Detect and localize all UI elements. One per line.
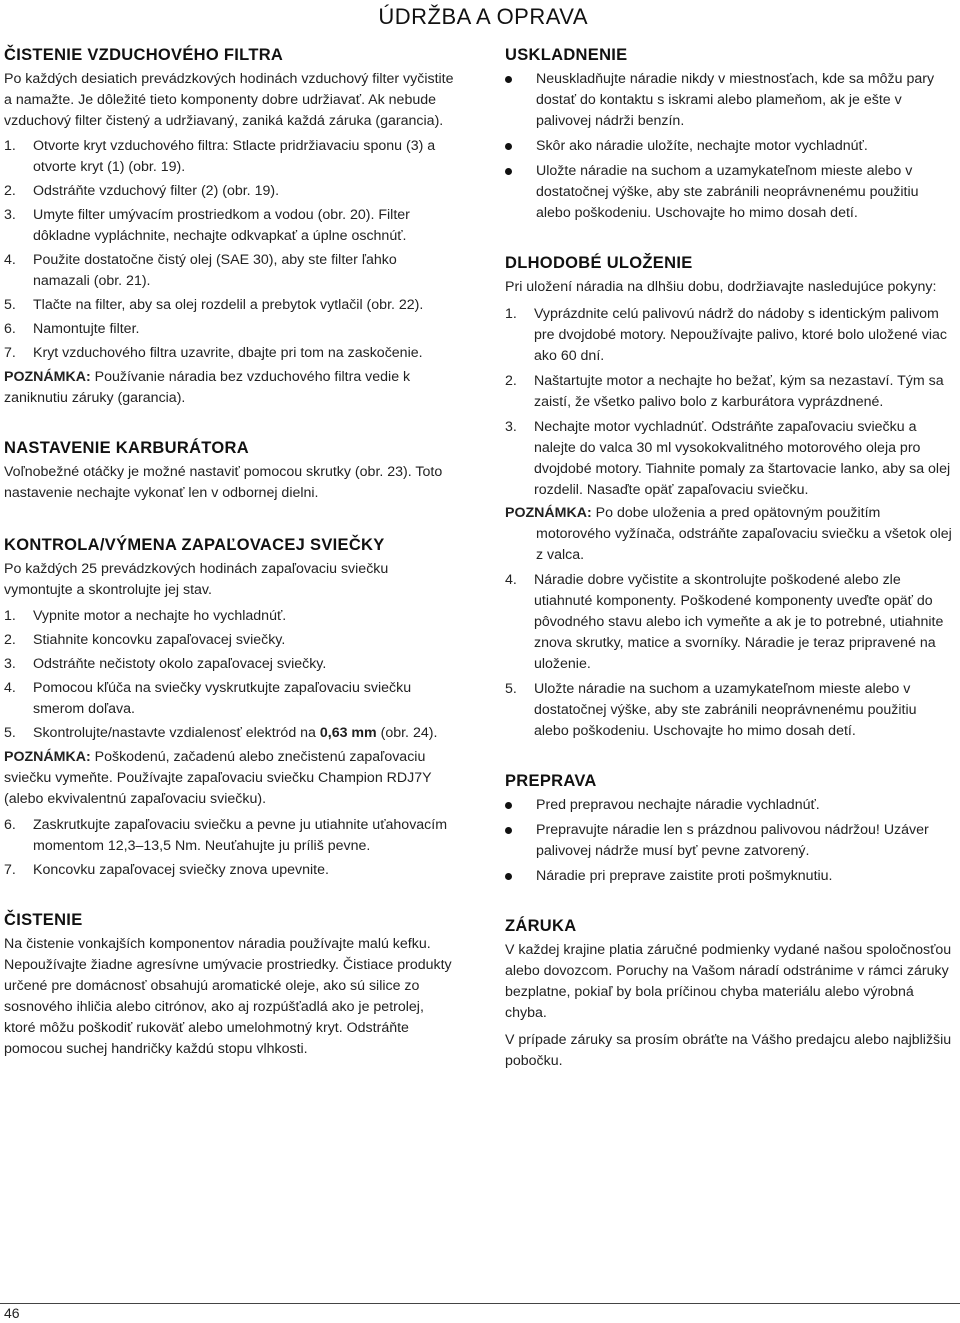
warranty-text-2: V prípade záruky sa prosím obráťte na Vášho predajcu alebo najbližšiu pobočku. [505, 1032, 952, 1069]
list-item: Náradie pri preprave zaistite proti pošmyknutiu. [505, 866, 955, 887]
list-item: 6. Zaskrutkujte zapaľovaciu sviečku a pevne ju utiahnite uťahovacím momentom 12,3–13,5 Nm. Neuťahujte ju príliš pevne. [4, 817, 448, 854]
page-number: 46 [4, 1305, 20, 1321]
list-item: Uložte náradie na suchom a uzamykateľnom mieste alebo v dostatočnej výške, aby ste zabránili neoprávnenému použitiu alebo poškodeniu. Uschovajte ho mimo dosah detí. [505, 161, 955, 224]
bullet-icon [505, 873, 512, 880]
left-column [4, 46, 456, 1060]
list-item: 1. Vypnite motor a nechajte ho vychladnúť. [4, 608, 287, 624]
footer-divider [0, 1303, 960, 1304]
heading-spark-plug: KONTROLA/VÝMENA ZAPAĽOVACEJ SVIEČKY [4, 536, 385, 554]
section-spark-plug [4, 536, 456, 881]
cleaning-text: Na čistenie vonkajších komponentov náradia používajte malú kefku. Nepoužívajte žiadne agresívne umývacie prostriedky. Čistiace produkty určené pre domácnosť obsahujú aromatické oleje, ako sú silice zo sosnového ihličia alebo citrónov, ako aj rozpúšťadlá ako je petrolej, ktoré môžu poškodiť rukoväť alebo umelohmotný kryt. Odstráňte pomocou suchej handričky každú stopu vlhkosti. [4, 936, 452, 1057]
list-item: 6. Namontujte filter. [4, 321, 140, 337]
heading-long-storage: DLHODOBÉ ULOŽENIE [505, 254, 693, 272]
spark-plug-intro: Po každých 25 prevádzkových hodinách zapaľovaciu sviečku vymontujte a skontrolujte jej stav. [4, 561, 389, 598]
warranty-text-1: V každej krajine platia záručné podmienky vydané našou spoločnosťou alebo dovozcom. Poruchy na Vašom náradí odstránime v rámci záruky bezplatne, pokiaľ by bola príčinou chyba materiálu alebo výrobná chyba. [505, 942, 952, 1021]
long-storage-note: POZNÁMKA: Po dobe uloženia a pred opätovným použitím motorového vyžínača, odstráňte zapaľovaciu sviečku a všetok olej z valca. [505, 505, 952, 563]
air-filter-note: POZNÁMKA: Používanie náradia bez vzduchového filtra vedie k zaniknutiu záruky (garancia). [4, 369, 411, 406]
heading-warranty: ZÁRUKA [505, 917, 577, 935]
bullet-icon [505, 143, 512, 150]
section-air-filter [4, 46, 456, 409]
list-item: 5. Skontrolujte/nastavte vzdialenosť elektród na 0,63 mm (obr. 24). [4, 725, 438, 741]
bullet-icon [505, 76, 512, 83]
list-item: 2. Odstráňte vzduchový filter (2) (obr. 19). [4, 183, 280, 199]
electrode-gap-value: 0,63 mm [319, 725, 377, 741]
page-header-title: ÚDRŽBA A OPRAVA [378, 4, 588, 29]
list-item: 3. Odstráňte nečistoty okolo zapaľovacej sviečky. [4, 656, 327, 672]
air-filter-intro: Po každých desiatich prevádzkových hodinách vzduchový filter vyčistite a namažte. Je dôležité tieto komponenty dobre udržiavať. Ak nebude vzduchový filter čistený a udržiavaný, zaniká každá záruka (garancia). [4, 71, 454, 129]
heading-air-filter: ČISTENIE VZDUCHOVÉHO FILTRA [4, 46, 284, 64]
section-long-storage [505, 254, 955, 742]
heading-storage: USKLADNENIE [505, 46, 628, 64]
section-cleaning [4, 911, 456, 1060]
bullet-icon [505, 168, 512, 175]
list-item: 3. Umyte filter umývacím prostriedkom a vodou (obr. 20). Filter dôkladne vypláchnite, nechajte odkvapkať a úplne oschnúť. [4, 207, 410, 244]
list-item: 4. Pomocou kľúča na sviečky vyskrutkujte zapaľovaciu sviečku smerom doľava. [4, 680, 412, 717]
list-item: 7. Koncovku zapaľovacej sviečky znova upevnite. [4, 862, 329, 878]
right-column [505, 46, 955, 1072]
carburetor-text: Voľnobežné otáčky je možné nastaviť pomocou skrutky (obr. 23). Toto nastavenie nechajte vykonať len v odbornej dielni. [4, 464, 443, 501]
section-warranty [505, 917, 955, 1072]
list-item: 3. Nechajte motor vychladnúť. Odstráňte zapaľovaciu sviečku a nalejte do valca 30 ml vysokokvalitného motorového oleja pro dvojdobé motory. Tiahnite pomaly za štartovacie lanko, aby sa olej rozdelil. Nasaďte opäť zapaľovaciu sviečku. [505, 419, 951, 498]
list-item: 5. Tlačte na filter, aby sa olej rozdelil a prebytok vytlačil (obr. 22). [4, 297, 424, 313]
list-item: 4. Použite dostatočne čistý olej (SAE 30), aby ste filter ľahko namazali (obr. 21). [4, 252, 397, 289]
section-transport [505, 772, 955, 887]
heading-transport: PREPRAVA [505, 772, 597, 790]
list-item: 4. Náradie dobre vyčistite a skontrolujte poškodené alebo zle utiahnuté komponenty. Poškodené komponenty uveďte opäť do pôvodného stavu alebo ich vymeňte a ak je to potrebné, utiahnite znova skrutky, matice a svorníky. Náradie je teraz pripravené na uloženie. [505, 572, 944, 672]
list-item: Prepravujte náradie len s prázdnou palivovou nádržou! Uzáver palivovej nádrže musí byť pevne zatvorený. [505, 820, 955, 862]
list-item: 5. Uložte náradie na suchom a uzamykateľnom mieste alebo v dostatočnej výške, aby ste zabránili neoprávnenému použitiu alebo poškodeniu. Uschovajte ho mimo dosah detí. [505, 681, 917, 739]
list-item: Neuskladňujte náradie nikdy v miestnosťach, kde sa môžu pary dostať do kontaktu s iskrami alebo plameňom, ak je ešte v palivovej nádrži benzín. [505, 69, 955, 132]
bullet-icon [505, 827, 512, 834]
heading-cleaning: ČISTENIE [4, 911, 83, 929]
long-storage-intro: Pri uložení náradia na dlhšiu dobu, dodržiavajte nasledujúce pokyny: [505, 279, 937, 295]
list-item: Pred prepravou nechajte náradie vychladnúť. [505, 795, 955, 816]
list-item: 1. Vyprázdnite celú palivovú nádrž do nádoby s identickým palivom pre dvojdobé motory. Nepoužívajte palivo, ktoré bolo uložené viac ako 60 dní. [505, 306, 947, 364]
list-item: 7. Kryt vzduchového filtra uzavrite, dbajte pri tom na zaskočenie. [4, 345, 423, 361]
list-item: 2. Stiahnite koncovku zapaľovacej sviečky. [4, 632, 286, 648]
list-item: Skôr ako náradie uložíte, nechajte motor vychladnúť. [505, 136, 955, 157]
list-item: 1. Otvorte kryt vzduchového filtra: Stlacte pridržiavaciu sponu (3) a otvorte kryt (1) (obr. 19). [4, 138, 436, 175]
section-storage [505, 46, 955, 224]
heading-carburetor: NASTAVENIE KARBURÁTORA [4, 439, 249, 457]
section-carburetor [4, 439, 456, 504]
list-item: 2. Naštartujte motor a nechajte ho bežať, kým sa nezastaví. Tým sa zaistí, že všetko palivo bolo z karburátora vyprázdnené. [505, 373, 944, 410]
spark-plug-note: POZNÁMKA: Poškodenú, začadenú alebo znečistenú zapaľovaciu sviečku vymeňte. Používajte zapaľovaciu sviečku Champion RDJ7Y (alebo ekvivalentnú zapaľovaciu sviečku). [4, 749, 432, 807]
bullet-icon [505, 802, 512, 809]
